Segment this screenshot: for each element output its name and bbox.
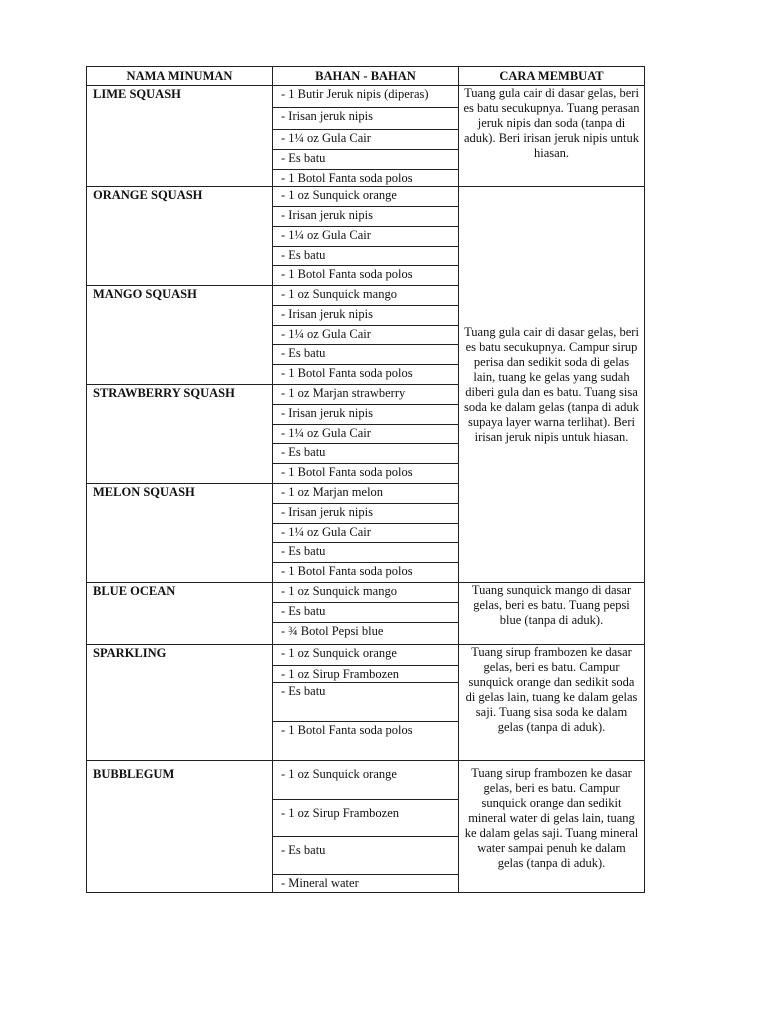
ingredient-item: - Irisan jeruk nipis (273, 404, 458, 424)
ingredient-item: - 1¼ oz Gula Cair (273, 325, 458, 344)
ingredient-item: - Irisan jeruk nipis (273, 206, 458, 226)
ingredient-item: - 1¼ oz Gula Cair (273, 523, 458, 542)
drink-name: MELON SQUASH (87, 484, 273, 583)
ingredient-item: - Es batu (273, 344, 458, 364)
drink-name: BUBBLEGUM (87, 761, 273, 893)
recipe-table (86, 66, 645, 893)
ingredient-item: - Es batu (273, 542, 458, 562)
ingredient-item: - Irisan jeruk nipis (273, 107, 458, 129)
table-row (87, 645, 645, 761)
ingredient-item: - Es batu (273, 443, 458, 463)
header-name: NAMA MINUMAN (87, 67, 273, 86)
ingredient-item: - 1 oz Sirup Frambozen (273, 799, 458, 836)
ingredient-item: - Irisan jeruk nipis (273, 503, 458, 523)
ingredient-list (273, 187, 459, 286)
ingredient-item: - ¾ Botol Pepsi blue (273, 622, 458, 644)
ingredient-item: - 1 Botol Fanta soda polos (273, 721, 458, 759)
table-row (87, 86, 645, 187)
drink-name: STRAWBERRY SQUASH (87, 385, 273, 484)
drink-name: BLUE OCEAN (87, 583, 273, 645)
ingredient-item: - 1 oz Sunquick orange (281, 188, 397, 202)
ingredient-item: - 1 Botol Fanta soda polos (273, 562, 458, 582)
method-text: Tuang sirup frambozen ke dasar gelas, beri es batu. Campur sunquick orange dan sedikit mineral water di gelas lain, tuang ke dalam gelas saji. Tuang mineral water sampai penuh ke dalam gelas (tanpa di aduk). (459, 761, 645, 893)
ingredient-item: - 1 oz Sunquick orange (281, 767, 397, 781)
ingredient-item: - 1 Botol Fanta soda polos (273, 265, 458, 285)
ingredient-item: - 1 Butir Jeruk nipis (diperas) (281, 87, 429, 101)
ingredient-item: - 1 oz Marjan melon (281, 485, 384, 499)
drink-name: LIME SQUASH (87, 86, 273, 187)
shared-method-text: Tuang gula cair di dasar gelas, beri es batu secukupnya. Campur sirup perisa dan sedikit soda di gelas lain, tuang ke gelas yang sudah diberi gula dan es batu. Tuang sisa soda ke dalam gelas (tanpa di aduk supaya layer warna terlihat). Beri irisan jeruk nipis untuk hiasan. (459, 187, 645, 583)
ingredient-item: - 1 oz Sunquick mango (281, 584, 397, 598)
ingredient-list (273, 86, 459, 187)
ingredient-item: - 1 oz Sunquick orange (281, 646, 397, 660)
ingredient-item: - Es batu (273, 682, 458, 721)
drink-name: SPARKLING (87, 645, 273, 761)
ingredient-list (273, 484, 459, 583)
method-text: Tuang gula cair di dasar gelas, beri es batu secukupnya. Tuang perasan jeruk nipis dan soda (tanpa di aduk). Beri irisan jeruk nipis untuk hiasan. (459, 86, 645, 187)
drink-name: ORANGE SQUASH (87, 187, 273, 286)
drink-name: MANGO SQUASH (87, 286, 273, 385)
ingredient-item: - 1 Botol Fanta soda polos (273, 364, 458, 384)
ingredient-list (273, 583, 459, 645)
table-row (87, 187, 645, 286)
ingredient-item: - Mineral water (273, 874, 458, 891)
header-ingredients: BAHAN - BAHAN (273, 67, 459, 86)
ingredient-list (273, 761, 459, 893)
header-method: CARA MEMBUAT (459, 67, 645, 86)
method-text: Tuang sirup frambozen ke dasar gelas, beri es batu. Campur sunquick orange dan sedikit soda di gelas lain, tuang ke dalam gelas saji. Tuang sisa soda ke dalam gelas (tanpa di aduk). (459, 645, 645, 761)
ingredient-item: - 1 oz Sunquick mango (281, 287, 397, 301)
ingredient-list (273, 286, 459, 385)
ingredient-item: - Irisan jeruk nipis (273, 305, 458, 325)
table-row (87, 761, 645, 893)
header-row (87, 67, 645, 86)
ingredient-item: - 1 Botol Fanta soda polos (273, 463, 458, 483)
ingredient-item: - Es batu (273, 246, 458, 265)
ingredient-item: - 1¼ oz Gula Cair (273, 424, 458, 443)
ingredient-item: - Es batu (273, 602, 458, 622)
method-text: Tuang sunquick mango di dasar gelas, beri es batu. Tuang pepsi blue (tanpa di aduk). (459, 583, 645, 645)
table-row (87, 583, 645, 645)
ingredient-item: - 1¼ oz Gula Cair (273, 129, 458, 149)
ingredient-item: - 1 Botol Fanta soda polos (273, 169, 458, 186)
ingredient-list (273, 385, 459, 484)
ingredient-item: - Es batu (273, 836, 458, 874)
ingredient-item: - 1¼ oz Gula Cair (273, 226, 458, 246)
ingredient-item: - Es batu (273, 149, 458, 169)
ingredient-list (273, 645, 459, 761)
ingredient-item: - 1 oz Sirup Frambozen (273, 665, 458, 682)
ingredient-item: - 1 oz Marjan strawberry (281, 386, 406, 400)
